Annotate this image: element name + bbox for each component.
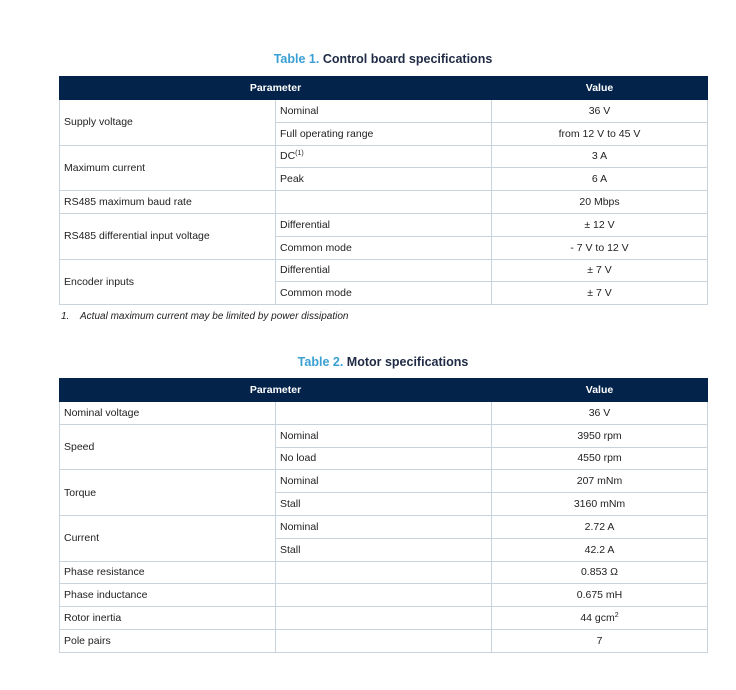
table1-caption-number: Table 1.: [273, 52, 320, 66]
sub-param-common-mode: Common mode: [276, 236, 492, 259]
value-cell: 20 Mbps: [492, 191, 708, 214]
sub-param-common-mode: Common mode: [276, 282, 492, 305]
footnote-number: 1.: [61, 311, 70, 322]
value-cell: 42.2 A: [492, 538, 708, 561]
header-value: Value: [492, 379, 708, 402]
table-row: [60, 584, 708, 607]
param-rs485-baud: RS485 maximum baud rate: [60, 191, 276, 214]
empty-cell: [276, 402, 492, 425]
value-cell: 3160 mNm: [492, 493, 708, 516]
control-board-spec-table: [59, 76, 708, 305]
header-parameter: Parameter: [60, 379, 492, 402]
sub-param-differential: Differential: [276, 213, 492, 236]
value-cell: ± 12 V: [492, 213, 708, 236]
value-cell: 36 V: [492, 100, 708, 123]
value-cell: 0.675 mH: [492, 584, 708, 607]
sub-param-peak: Peak: [276, 168, 492, 191]
table-row: [60, 629, 708, 652]
value-cell: [492, 607, 708, 630]
header-parameter: Parameter: [60, 77, 492, 100]
value-cell: 3950 rpm: [492, 424, 708, 447]
param-current: Current: [60, 515, 276, 561]
sub-param-stall: Stall: [276, 493, 492, 516]
table-row: [60, 145, 708, 168]
param-speed: Speed: [60, 424, 276, 470]
table-row: [60, 515, 708, 538]
table-header-row: [60, 77, 708, 100]
param-phase-inductance: Phase inductance: [60, 584, 276, 607]
value-cell: from 12 V to 45 V: [492, 122, 708, 145]
empty-cell: [276, 561, 492, 584]
empty-cell: [276, 584, 492, 607]
param-maximum-current: Maximum current: [60, 145, 276, 191]
param-encoder-inputs: Encoder inputs: [60, 259, 276, 305]
param-nominal-voltage: Nominal voltage: [60, 402, 276, 425]
sub-param-no-load: No load: [276, 447, 492, 470]
header-value: Value: [492, 77, 708, 100]
motor-spec-table: [59, 378, 708, 653]
value-cell: 207 mNm: [492, 470, 708, 493]
table-row: [60, 470, 708, 493]
sub-param-nominal: Nominal: [276, 470, 492, 493]
table2-caption-number: Table 2.: [297, 355, 344, 369]
table1-caption: [0, 52, 736, 66]
table-row: [60, 607, 708, 630]
value-cell: 6 A: [492, 168, 708, 191]
table2-caption-title: Motor specifications: [346, 355, 469, 369]
table1-footnote: [61, 311, 348, 322]
sub-param-full-range: Full operating range: [276, 122, 492, 145]
table1-caption-title: Control board specifications: [322, 52, 493, 66]
empty-cell: [276, 629, 492, 652]
param-pole-pairs: Pole pairs: [60, 629, 276, 652]
table-row: [60, 100, 708, 123]
sub-param-dc: [276, 145, 492, 168]
exponent: 2: [614, 612, 619, 620]
sub-param-stall: Stall: [276, 538, 492, 561]
table-row: [60, 259, 708, 282]
footnote-text: Actual maximum current may be limited by power dissipation: [80, 311, 349, 322]
param-torque: Torque: [60, 470, 276, 516]
param-supply-voltage: Supply voltage: [60, 100, 276, 146]
sub-param-nominal: Nominal: [276, 424, 492, 447]
table-header-row: [60, 379, 708, 402]
value-cell: 4550 rpm: [492, 447, 708, 470]
value-cell: - 7 V to 12 V: [492, 236, 708, 259]
value-cell: ± 7 V: [492, 282, 708, 305]
table-row: [60, 213, 708, 236]
value-cell: 0.853 Ω: [492, 561, 708, 584]
table-row: [60, 402, 708, 425]
value-cell: 3 A: [492, 145, 708, 168]
footnote-ref: (1): [295, 150, 304, 158]
sub-param-nominal: Nominal: [276, 515, 492, 538]
param-phase-resistance: Phase resistance: [60, 561, 276, 584]
table-row: [60, 424, 708, 447]
value-cell: 7: [492, 629, 708, 652]
table-row: [60, 191, 708, 214]
empty-cell: [276, 191, 492, 214]
sub-param-nominal: Nominal: [276, 100, 492, 123]
value-cell: ± 7 V: [492, 259, 708, 282]
value-cell: 36 V: [492, 402, 708, 425]
param-rotor-inertia: Rotor inertia: [60, 607, 276, 630]
table2-caption: [0, 355, 736, 369]
dc-label: DC: [280, 150, 296, 163]
param-rs485-diff-input: RS485 differential input voltage: [60, 213, 276, 259]
sub-param-differential: Differential: [276, 259, 492, 282]
empty-cell: [276, 607, 492, 630]
rotor-inertia-value: 44 gcm: [580, 612, 615, 625]
value-cell: 2.72 A: [492, 515, 708, 538]
table-row: [60, 561, 708, 584]
